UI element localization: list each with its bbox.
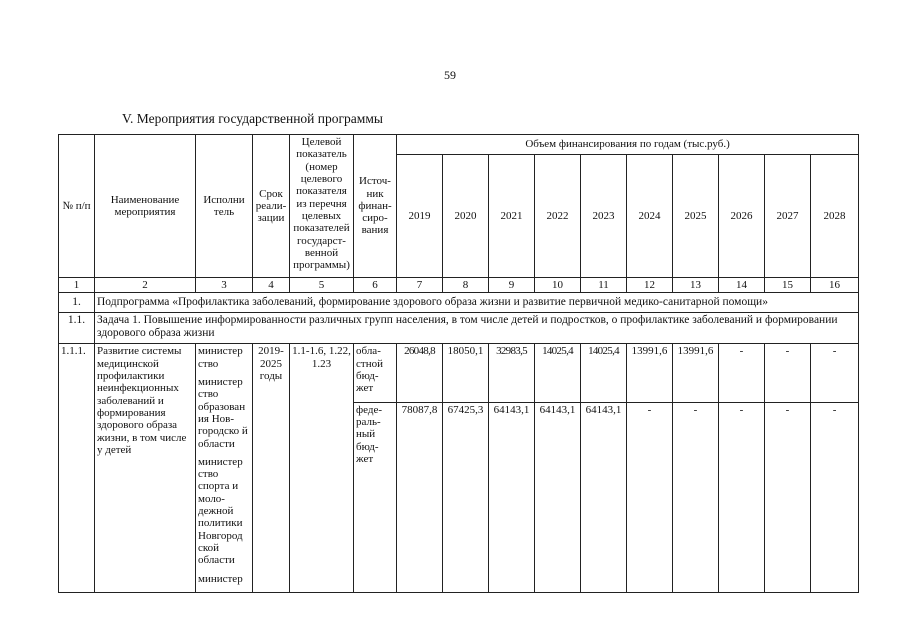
funding-value: - (673, 402, 719, 592)
executor-item: министер ство (198, 345, 243, 370)
year-2019: 2019 (397, 155, 443, 278)
task-row (59, 313, 859, 344)
col-number: 1 (59, 278, 95, 293)
funding-value: - (811, 344, 859, 402)
activity-num: 1.1.1. (59, 344, 95, 593)
funding-source: феде- раль- ный бюд- жет (354, 402, 397, 592)
header-num: № п/п (59, 135, 95, 278)
col-number: 15 (765, 278, 811, 293)
header-term: Срок реали- зации (253, 135, 290, 278)
col-number: 7 (397, 278, 443, 293)
funding-value: 13991,6 (627, 344, 673, 402)
task-num: 1.1. (59, 313, 95, 344)
year-2025: 2025 (673, 155, 719, 278)
funding-value: 26048,8 (397, 344, 443, 402)
activity-name: Развитие системы медицинской профилактики неинфекционных заболеваний и формирования здорового образа жизни, в том числе у детей (95, 344, 196, 593)
col-number: 6 (354, 278, 397, 293)
funding-value: - (719, 344, 765, 402)
header-target: Целевой показатель (номер целевого показателя из перечня целевых показателей государст- венной программы) (290, 135, 354, 278)
executor-item: министер ство спорта и моло- дежной политики Новгород ской области (198, 455, 243, 567)
activity-executors (196, 344, 253, 593)
executor-item: министер ство образован ия Нов- городско й области (198, 375, 248, 450)
year-2028: 2028 (811, 155, 859, 278)
funding-value: 67425,3 (443, 402, 489, 592)
funding-value: 32983,5 (489, 344, 535, 402)
col-number: 11 (581, 278, 627, 293)
funding-value: - (765, 402, 811, 592)
header-row (59, 135, 859, 155)
year-2024: 2024 (627, 155, 673, 278)
funding-value: 64143,1 (489, 402, 535, 592)
col-number: 4 (253, 278, 290, 293)
subprogram-num: 1. (59, 293, 95, 313)
col-number: 2 (95, 278, 196, 293)
header-executor: Исполни тель (196, 135, 253, 278)
funding-value: - (811, 402, 859, 592)
year-2027: 2027 (765, 155, 811, 278)
funding-value: 14025,4 (581, 344, 627, 402)
funding-value: - (765, 344, 811, 402)
col-number: 5 (290, 278, 354, 293)
funding-value: - (627, 402, 673, 592)
col-number: 14 (719, 278, 765, 293)
col-number: 9 (489, 278, 535, 293)
year-2020: 2020 (443, 155, 489, 278)
column-numbers-row (59, 278, 859, 293)
header-name: Наименование мероприятия (95, 135, 196, 278)
program-activities-table (58, 134, 859, 593)
activity-target: 1.1-1.6, 1.22, 1.23 (290, 344, 354, 593)
subprogram-row (59, 293, 859, 313)
funding-value: 13991,6 (673, 344, 719, 402)
header-source: Источ- ник финан- сиро- вания (354, 135, 397, 278)
section-title: V. Мероприятия государственной программы (122, 111, 383, 126)
task-title: Задача 1. Повышение информированности различных групп населения, в том числе детей и подростков, о профилактике заболеваний и формировании здорового образа жизни (95, 313, 859, 344)
funding-value: 18050,1 (443, 344, 489, 402)
col-number: 13 (673, 278, 719, 293)
executor-item: министер (198, 572, 243, 585)
col-number: 3 (196, 278, 253, 293)
funding-value: 14025,4 (535, 344, 581, 402)
subprogram-title: Подпрограмма «Профилактика заболеваний, формирование здорового образа жизни и развитие первичной медико-санитарной помощи» (95, 293, 859, 313)
page-number: 59 (444, 68, 456, 82)
year-2023: 2023 (581, 155, 627, 278)
col-number: 10 (535, 278, 581, 293)
funding-source: обла- стной бюд- жет (354, 344, 397, 402)
funding-value: - (719, 402, 765, 592)
year-2026: 2026 (719, 155, 765, 278)
funding-value: 64143,1 (581, 402, 627, 592)
header-funding: Объем финансирования по годам (тыс.руб.) (397, 135, 859, 155)
col-number: 16 (811, 278, 859, 293)
year-2022: 2022 (535, 155, 581, 278)
activity-row (59, 344, 859, 402)
col-number: 12 (627, 278, 673, 293)
activity-term: 2019- 2025 годы (253, 344, 290, 593)
year-2021: 2021 (489, 155, 535, 278)
funding-value: 64143,1 (535, 402, 581, 592)
funding-value: 78087,8 (397, 402, 443, 592)
col-number: 8 (443, 278, 489, 293)
